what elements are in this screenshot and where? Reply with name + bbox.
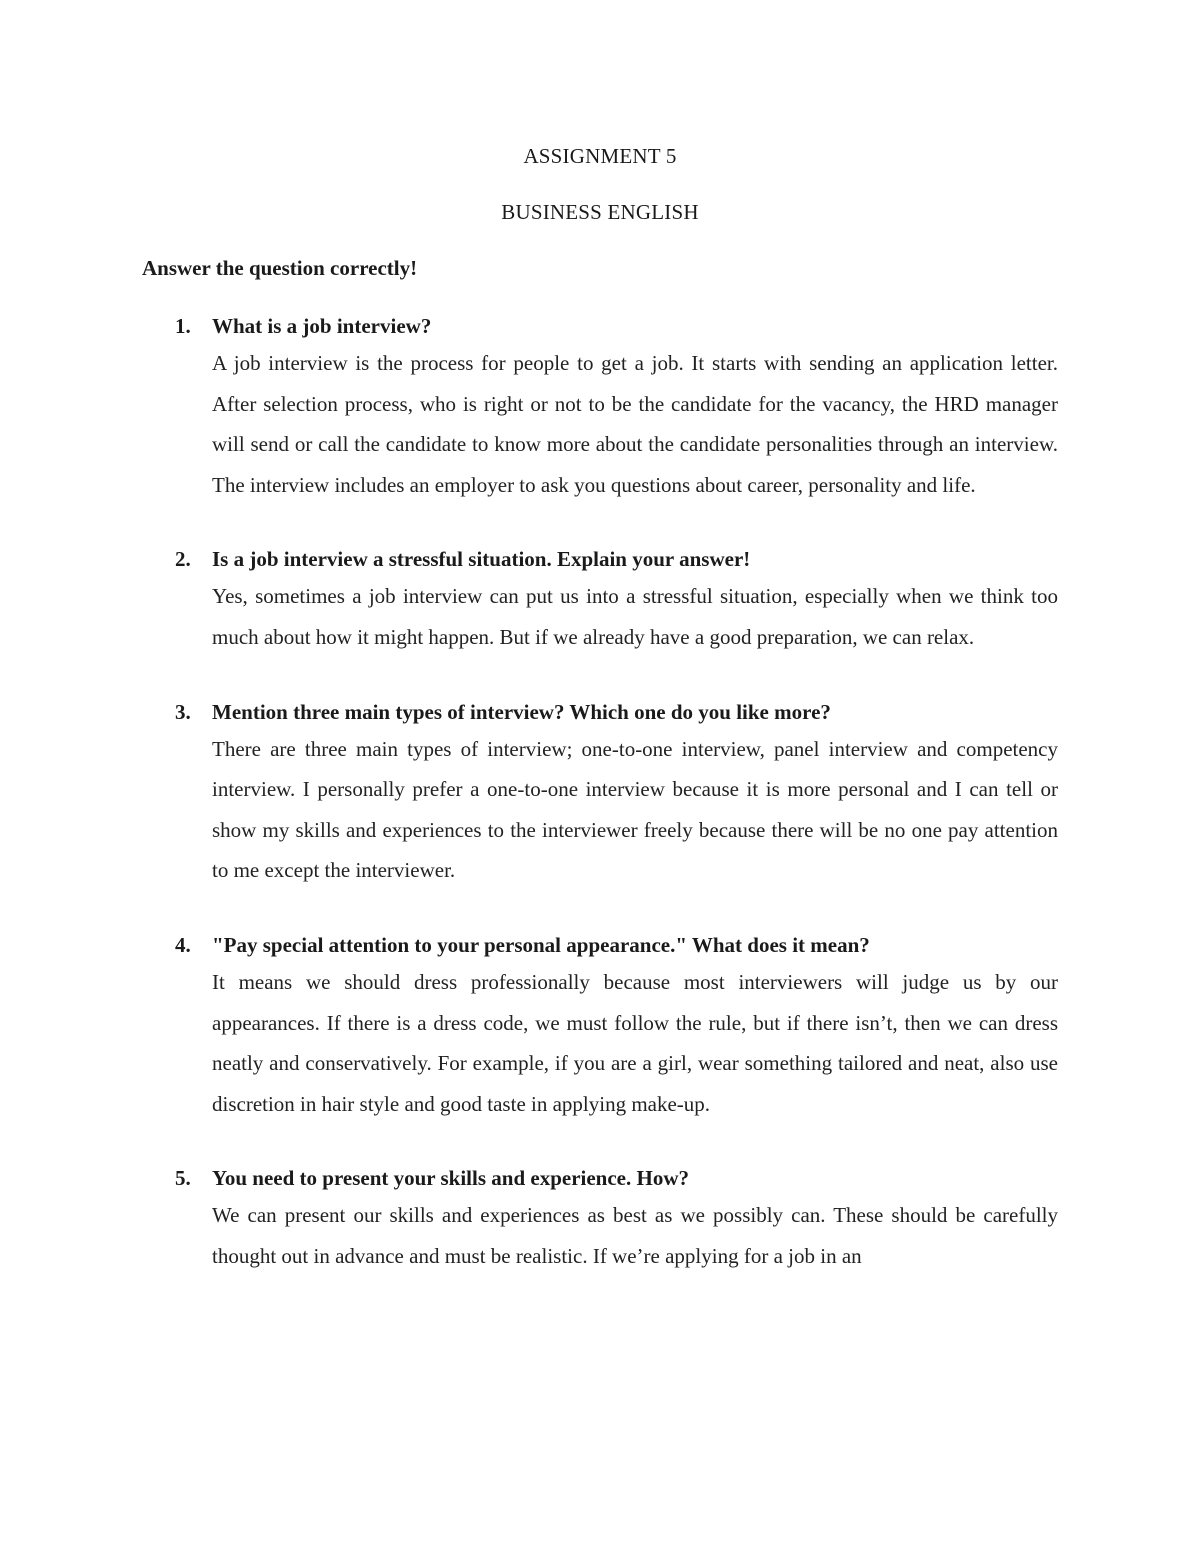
question-item: [142, 545, 1058, 657]
question-number: 4.: [175, 932, 191, 957]
answer-text: We can present our skills and experiences as best as we possibly can. These should be carefully thought out in advance and must be realistic. If we’re applying for a job in an: [212, 1203, 1058, 1268]
question-text: Mention three main types of interview? Which one do you like more?: [212, 699, 831, 724]
instruction-text: Answer the question correctly!: [142, 256, 418, 280]
course-title: BUSINESS ENGLISH: [501, 200, 699, 224]
answer-text: A job interview is the process for people to get a job. It starts with sending an application letter. After selection process, who is right or not to be the candidate for the vacancy, the HRD manager will send or call the candidate to know more about the candidate personalities through an interview. The interview includes an employer to ask you questions about career, personality and life.: [212, 351, 1058, 497]
question-item: [142, 312, 1058, 505]
question-text: Is a job interview a stressful situation. Explain your answer!: [212, 547, 751, 572]
question-number: 1.: [175, 314, 191, 338]
answer-text: It means we should dress professionally because most interviewers will judge us by our appearances. If there is a dress code, we must follow the rule, but if there isn’t, then we can dress neatly and conservatively. For example, if you are a girl, wear something tailored and neat, also use discretion in hair style and good taste in applying make-up.: [212, 969, 1058, 1116]
question-list: [142, 312, 1058, 1317]
answer-text: Yes, sometimes a job interview can put us into a stressful situation, especially when we think too much about how it might happen. But if we already have a good preparation, we can relax.: [212, 584, 1058, 649]
question-item: [142, 698, 1058, 891]
question-text: What is a job interview?: [212, 314, 432, 338]
question-text: You need to present your skills and experience. How?: [212, 1166, 689, 1191]
question-item: [142, 931, 1058, 1124]
question-number: 5.: [175, 1166, 191, 1191]
answer-text: There are three main types of interview; one-to-one interview, panel interview and competency interview. I personally prefer a one-to-one interview because it is more personal and I can tell or show my skills and experiences to the interviewer freely because there will be no one pay attention to me except the interviewer.: [212, 736, 1058, 883]
question-item: [142, 1164, 1058, 1276]
question-text: "Pay special attention to your personal appearance." What does it mean?: [212, 932, 870, 957]
question-number: 3.: [175, 699, 191, 724]
assignment-title: ASSIGNMENT 5: [523, 144, 677, 168]
question-number: 2.: [175, 547, 191, 572]
